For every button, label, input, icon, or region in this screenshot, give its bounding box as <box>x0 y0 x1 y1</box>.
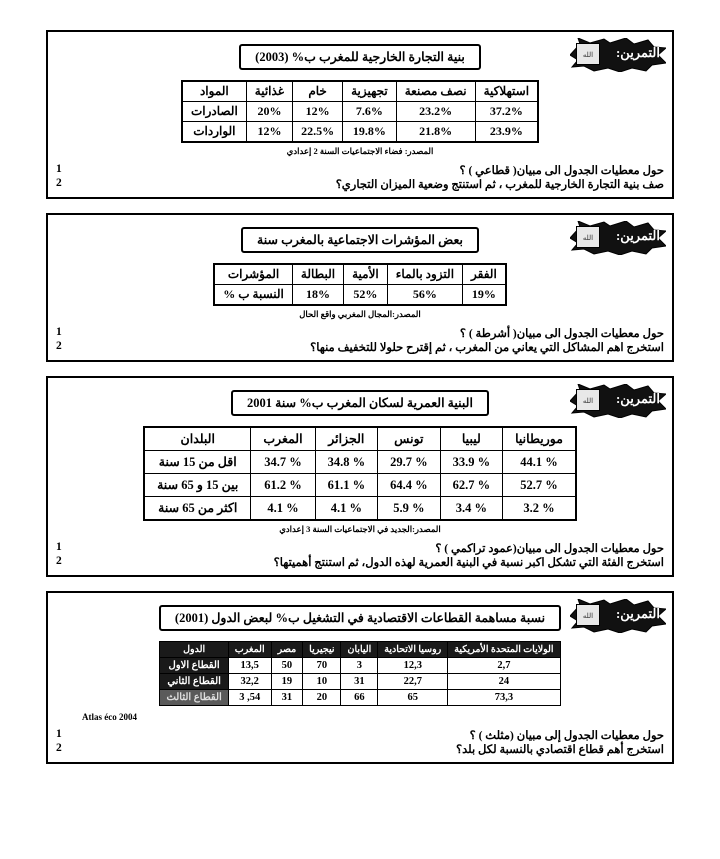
col-header: الولايات المتحدة الأمريكية <box>448 642 560 658</box>
cell: 18% <box>292 285 343 306</box>
col-header: الفقر <box>463 264 506 285</box>
exercise-title-3: البنية العمرية لسكان المغرب ب% سنة 2001 <box>231 390 489 416</box>
col-header: نصف مصنعة <box>396 81 475 102</box>
col-header: اليابان <box>341 642 378 658</box>
exercise-badge-2 <box>570 221 666 255</box>
cell: 54, 3 <box>228 690 271 706</box>
cell: 10 <box>303 674 341 690</box>
logo-box: الله <box>576 43 600 65</box>
question-number: 1 <box>56 326 62 338</box>
cell: 31 <box>341 674 378 690</box>
question-text: صف بنية التجارة الخارجية للمغرب ، ثم استنتج وضعية الميزان التجاري؟ <box>335 179 664 191</box>
cell: 13,5 <box>228 658 271 674</box>
col-header: المغرب <box>228 642 271 658</box>
col-header: نيجيريا <box>303 642 341 658</box>
cell: 56% <box>387 285 462 306</box>
cell: % 29.7 <box>378 451 441 474</box>
table-source-3: المصدر:الجديد في الاجتماعيات السنة 3 إعدادي <box>279 524 441 534</box>
exercise-block-1 <box>46 30 674 199</box>
cell: 3 <box>341 658 378 674</box>
col-header: مصر <box>271 642 303 658</box>
cell: % 34.7 <box>251 451 315 474</box>
cell: % 4.1 <box>315 497 378 521</box>
cell: % 34.8 <box>315 451 378 474</box>
col-header: موريطانيا <box>503 427 576 451</box>
table-row <box>160 690 560 706</box>
cell: 24 <box>448 674 560 690</box>
table-header-row <box>160 642 560 658</box>
exercise-title-2: بعض المؤشرات الاجتماعية بالمغرب سنة <box>241 227 479 253</box>
data-table-3 <box>143 426 577 521</box>
row-label: الواردات <box>182 122 246 143</box>
data-table-4 <box>159 641 560 706</box>
table-row <box>144 451 576 474</box>
question-number: 1 <box>56 541 62 553</box>
col-header: الدول <box>160 642 228 658</box>
col-header: استهلاكية <box>475 81 538 102</box>
cell: 50 <box>271 658 303 674</box>
question-number: 2 <box>56 742 62 754</box>
cell: 23.9% <box>475 122 538 143</box>
col-header: البطالة <box>292 264 343 285</box>
questions-list-2 <box>56 326 664 354</box>
data-table-1 <box>181 80 539 143</box>
question-number: 2 <box>56 340 62 352</box>
question-text: استخرج اهم المشاكل التي يعاني من المغرب ، ثم إقترح حلولا للتخفيف منها؟ <box>310 342 664 354</box>
questions-list-4 <box>56 728 664 756</box>
question-text: استخرج الفئة التي تشكل اكبر نسبة في البنية العمرية لهذه الدول، ثم استنتج أهميتها؟ <box>273 557 664 569</box>
question-item <box>56 326 664 340</box>
question-text: حول معطيات الجدول الى مبيان(عمود تراكمي ) ؟ <box>435 543 664 555</box>
cell: % 61.1 <box>315 474 378 497</box>
cell: % 64.4 <box>378 474 441 497</box>
cell: % 44.1 <box>503 451 576 474</box>
row-label: اقل من 15 سنة <box>144 451 251 474</box>
row-label: بين 15 و 65 سنة <box>144 474 251 497</box>
col-header: خام <box>293 81 343 102</box>
exercise-title-4: نسبة مساهمة القطاعات الاقتصادية في التشغيل ب% لبعض الدول (2001) <box>159 605 561 631</box>
table-source-1: المصدر: فضاء الاجتماعيات السنة 2 إعدادي <box>286 146 434 156</box>
question-item <box>56 541 664 555</box>
exercise-badge-3 <box>570 384 666 418</box>
row-label: القطاع الثالث <box>160 690 228 706</box>
question-number: 1 <box>56 163 62 175</box>
cell: 20% <box>246 102 292 122</box>
exercise-title-1: بنية التجارة الخارجية للمغرب ب% (2003) <box>239 44 481 70</box>
cell: 21.8% <box>396 122 475 143</box>
cell: 23.2% <box>396 102 475 122</box>
cell: 65 <box>378 690 448 706</box>
question-item <box>56 340 664 354</box>
col-header: الجزائر <box>315 427 378 451</box>
logo-box: الله <box>576 226 600 248</box>
badge-label: التمرين: <box>615 606 660 621</box>
cell: 19 <box>271 674 303 690</box>
cell: 22.5% <box>293 122 343 143</box>
table-row <box>182 102 538 122</box>
cell: 70 <box>303 658 341 674</box>
col-header: ليبيا <box>440 427 503 451</box>
cell: % 5.9 <box>378 497 441 521</box>
table-source-2: المصدر:المجال المغربي واقع الحال <box>299 309 421 319</box>
question-text: حول معطيات الجدول الى مبيان( أشرطة ) ؟ <box>459 328 664 340</box>
col-header: المؤشرات <box>214 264 292 285</box>
question-number: 2 <box>56 177 62 189</box>
cell: 19.8% <box>343 122 397 143</box>
exercise-block-3 <box>46 376 674 577</box>
cell: 19% <box>463 285 506 306</box>
table-row <box>144 474 576 497</box>
col-header: المغرب <box>251 427 315 451</box>
row-label: الصادرات <box>182 102 246 122</box>
exercise-block-2 <box>46 213 674 362</box>
table-header-row <box>144 427 576 451</box>
cell: % 4.1 <box>251 497 315 521</box>
cell: 32,2 <box>228 674 271 690</box>
data-table-2 <box>213 263 507 306</box>
question-text: حول معطيات الجدول الى مبيان( قطاعي ) ؟ <box>459 165 664 177</box>
cell: 12% <box>246 122 292 143</box>
logo-box: الله <box>576 389 600 411</box>
row-label: القطاع الاول <box>160 658 228 674</box>
row-label: النسبة ب % <box>214 285 292 306</box>
exercise-badge-4 <box>570 599 666 633</box>
cell: 12% <box>293 102 343 122</box>
table-row <box>144 497 576 521</box>
cell: 31 <box>271 690 303 706</box>
col-header: التزود بالماء <box>387 264 462 285</box>
cell: 20 <box>303 690 341 706</box>
table-header-row <box>182 81 538 102</box>
exercise-badge-1 <box>570 38 666 72</box>
col-header: تونس <box>378 427 441 451</box>
cell: 66 <box>341 690 378 706</box>
cell: % 3.4 <box>440 497 503 521</box>
question-item <box>56 555 664 569</box>
badge-label: التمرين: <box>615 391 660 406</box>
question-text: حول معطيات الجدول إلى مبيان (مثلث ) ؟ <box>469 730 664 742</box>
cell: % 3.2 <box>503 497 576 521</box>
cell: 7.6% <box>343 102 397 122</box>
table-row <box>182 122 538 143</box>
table-row <box>214 285 506 306</box>
col-header: تجهيزية <box>343 81 397 102</box>
table-source-4: Atlas éco 2004 <box>82 712 137 722</box>
question-number: 1 <box>56 728 62 740</box>
col-header: روسيا الاتحادية <box>378 642 448 658</box>
badge-label: التمرين: <box>615 45 660 60</box>
row-label: القطاع الثاني <box>160 674 228 690</box>
col-header: غذائية <box>246 81 292 102</box>
col-header: البلدان <box>144 427 251 451</box>
cell: % 62.7 <box>440 474 503 497</box>
col-header: المواد <box>182 81 246 102</box>
cell: 73,3 <box>448 690 560 706</box>
badge-label: التمرين: <box>615 228 660 243</box>
logo-box: الله <box>576 604 600 626</box>
cell: 2,7 <box>448 658 560 674</box>
table-row <box>160 674 560 690</box>
questions-list-3 <box>56 541 664 569</box>
table-row <box>160 658 560 674</box>
table-header-row <box>214 264 506 285</box>
cell: % 33.9 <box>440 451 503 474</box>
question-item <box>56 163 664 177</box>
question-item <box>56 728 664 742</box>
exercise-block-4 <box>46 591 674 764</box>
cell: 12,3 <box>378 658 448 674</box>
question-item <box>56 742 664 756</box>
question-text: استخرج أهم قطاع اقتصادي بالنسبة لكل بلد؟ <box>456 744 664 756</box>
cell: 37.2% <box>475 102 538 122</box>
question-number: 2 <box>56 555 62 567</box>
cell: % 61.2 <box>251 474 315 497</box>
question-item <box>56 177 664 191</box>
col-header: الأمية <box>344 264 388 285</box>
row-label: اكثر من 65 سنة <box>144 497 251 521</box>
cell: % 52.7 <box>503 474 576 497</box>
questions-list-1 <box>56 163 664 191</box>
cell: 52% <box>344 285 388 306</box>
cell: 22,7 <box>378 674 448 690</box>
